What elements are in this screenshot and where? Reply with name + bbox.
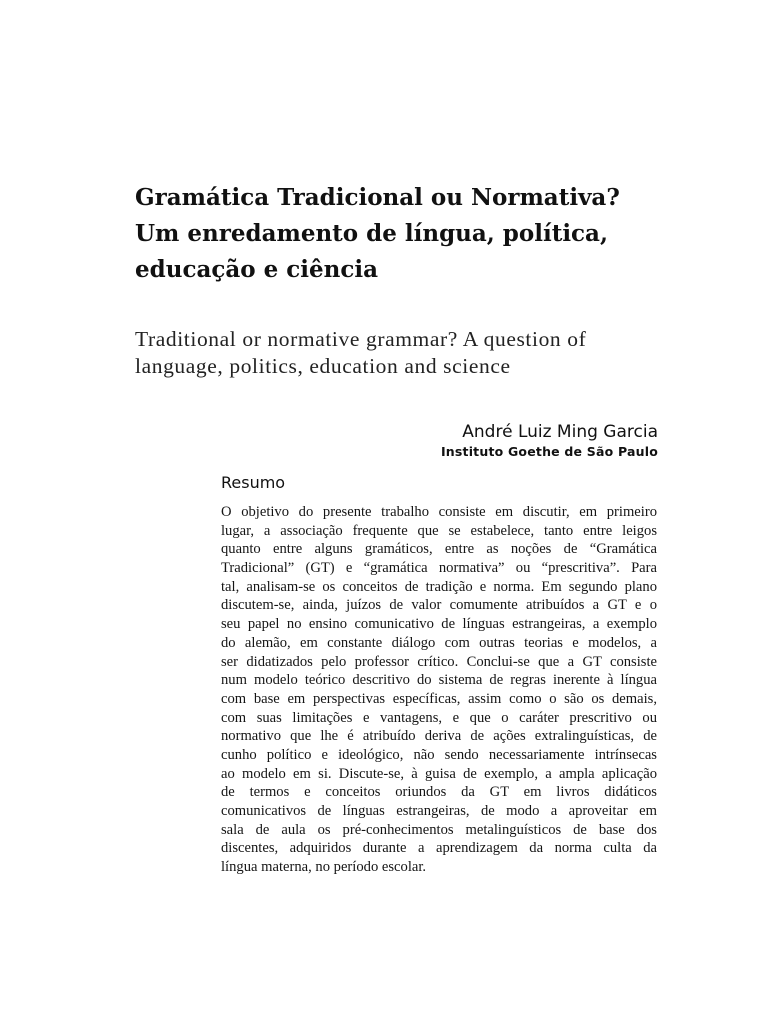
abstract-line: quanto entre alguns gramáticos, entre as noções de “Gramática bbox=[221, 541, 657, 558]
abstract-line: do alemão, em constante diálogo com outras teorias e modelos, a bbox=[221, 634, 657, 651]
subtitle-line: Traditional or normative grammar? A question of bbox=[135, 327, 587, 351]
title-line: Um enredamento de língua, política, bbox=[135, 220, 608, 247]
abstract-line: ser didatizados pelo professor crítico. Conclui-se que a GT consiste bbox=[221, 653, 657, 670]
abstract-line: ao modelo em si. Discute-se, à guisa de exemplo, a ampla aplicação bbox=[221, 765, 657, 782]
author-name: André Luiz Ming Garcia bbox=[462, 422, 658, 442]
abstract-line: língua materna, no período escolar. bbox=[221, 859, 427, 876]
abstract-heading: Resumo bbox=[221, 473, 286, 492]
abstract-line: seu papel no ensino comunicativo de línguas estrangeiras, a exemplo bbox=[221, 616, 657, 633]
article-title bbox=[135, 180, 695, 288]
title-line: Gramática Tradicional ou Normativa? bbox=[135, 184, 620, 211]
abstract-line: O objetivo do presente trabalho consiste em discutir, em primeiro bbox=[221, 504, 657, 520]
article-subtitle-english bbox=[135, 326, 695, 380]
subtitle-line: language, politics, education and science bbox=[135, 354, 511, 378]
abstract-line: lugar, a associação frequente que se estabelece, tanto entre leigos bbox=[221, 522, 657, 539]
author-institution: Instituto Goethe de São Paulo bbox=[440, 444, 658, 459]
abstract-line: com suas limitações e vantagens, e que o caráter prescritivo ou bbox=[221, 709, 657, 726]
abstract-line: com base em perspectivas específicas, assim como o são os demais, bbox=[221, 690, 657, 707]
abstract-line: cunho político e ideológico, não sendo necessariamente intrínsecas bbox=[221, 746, 657, 763]
abstract-line: de termos e conceitos oriundos da GT em livros didáticos bbox=[221, 784, 657, 801]
abstract-line: Tradicional” (GT) e “gramática normativa” ou “prescritiva”. Para bbox=[221, 560, 657, 577]
title-line: educação e ciência bbox=[135, 256, 378, 283]
abstract-line: tal, analisam-se os conceitos de tradição e norma. Em segundo plano bbox=[221, 578, 657, 595]
abstract-line: discentes, adquiridos durante a aprendizagem da norma culta da bbox=[221, 840, 657, 857]
abstract-line: discutem-se, ainda, juízos de valor comumente atribuídos a GT e o bbox=[221, 597, 657, 614]
abstract-line: sala de aula os pré-conhecimentos metalinguísticos de base dos bbox=[221, 821, 657, 838]
abstract-line: normativo que lhe é atribuído deriva de ações extralinguísticas, de bbox=[221, 728, 657, 745]
abstract-line: comunicativos de línguas estrangeiras, de modo a aproveitar em bbox=[221, 803, 657, 819]
abstract-line: num modelo teórico descritivo do sistema de regras inerente à língua bbox=[221, 672, 657, 689]
abstract-body bbox=[221, 503, 657, 877]
